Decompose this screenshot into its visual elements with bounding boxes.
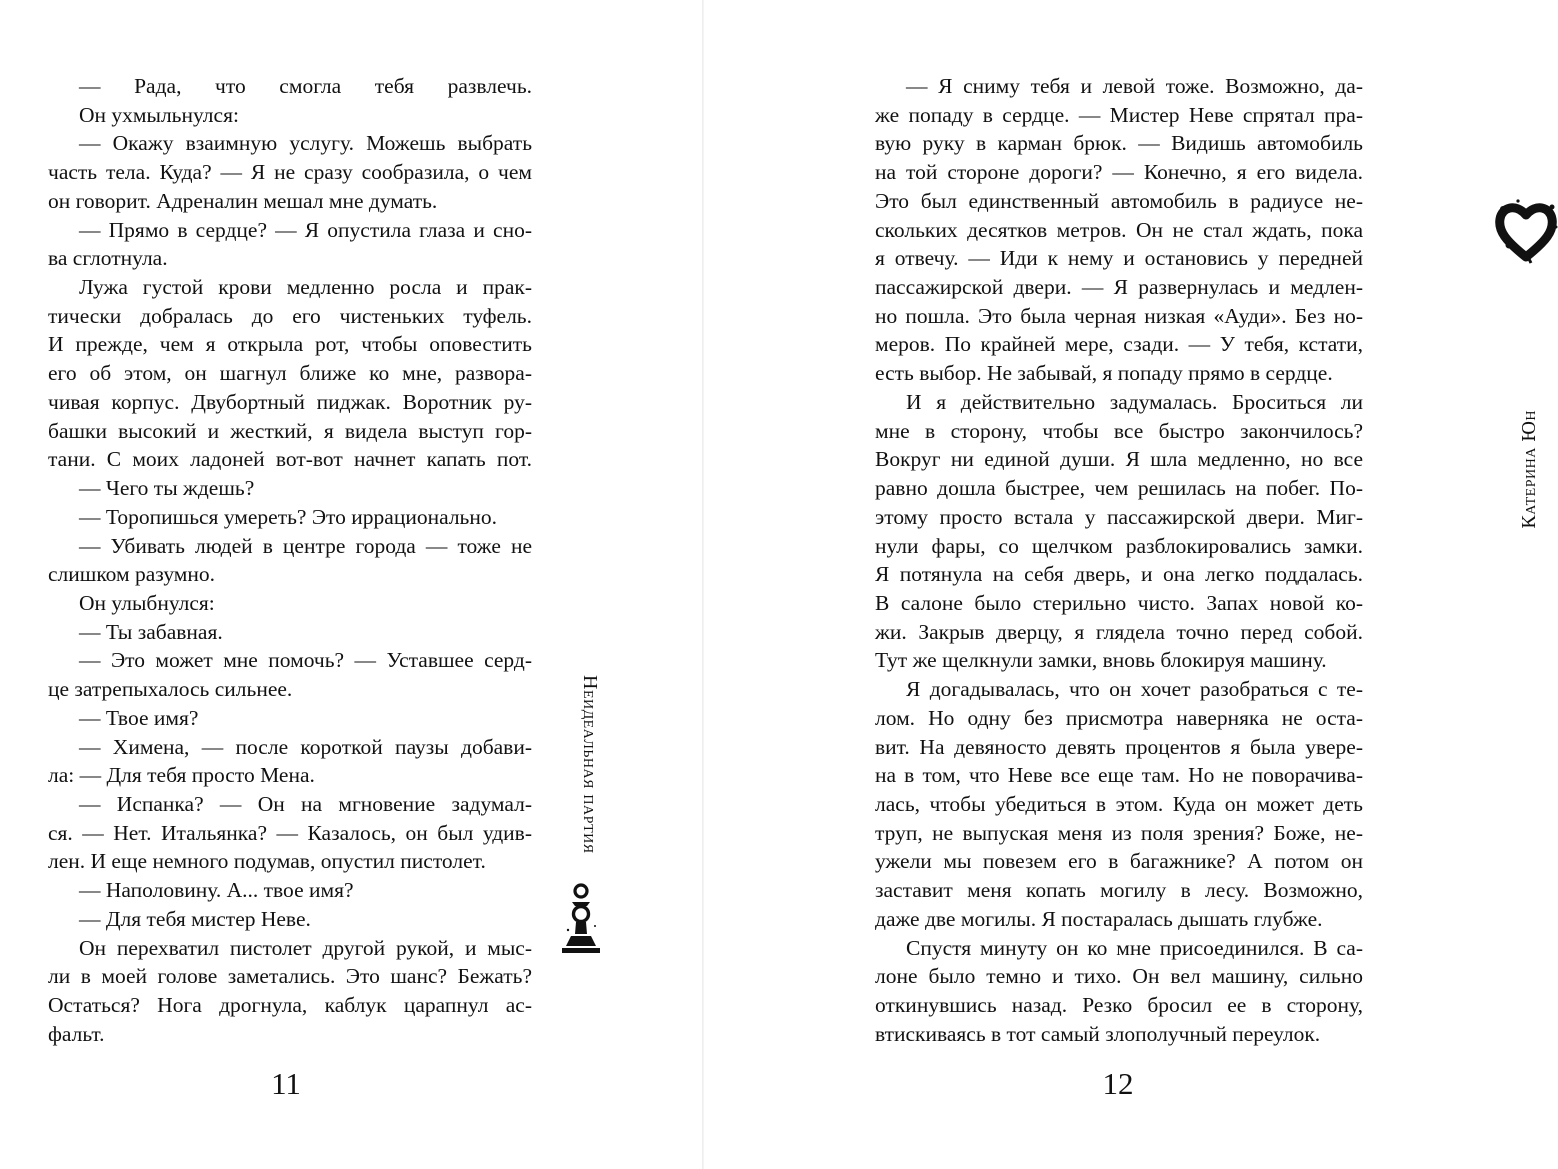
text-line: Я потянула на себя дверь, и она легко поддалась.	[875, 562, 1363, 587]
text-line: скольких десятков метров. Он не стал ждать, пока	[875, 217, 1363, 242]
text-line: — Это может мне помочь? — Уставшее серд-	[79, 648, 532, 673]
text-line: на в том, что Неве все еще там. Но не поворачива-	[875, 763, 1363, 788]
text-line: — Прямо в сердце? — Я опустила глаза и сно-	[79, 217, 532, 242]
text-line: равно дошла быстрее, чем решилась на побег. По-	[875, 476, 1363, 501]
text-line: — Твое имя?	[79, 705, 199, 730]
text-line: Вокруг ни единой души. Я шла медленно, но все	[875, 447, 1363, 472]
text-line: тани. С моих ладоней вот-вот начнет капать пот.	[48, 447, 532, 472]
left-page-text	[48, 72, 532, 1048]
text-line: я отвечу. — Иди к нему и остановись у передней	[875, 246, 1363, 271]
right-page	[704, 0, 1540, 1169]
text-line: ужели мы повезем его в багажнике? А потом он	[875, 849, 1363, 874]
text-line: Остаться? Нога дрогнула, каблук царапнул ас-	[48, 993, 532, 1017]
text-line: — Ты забавная.	[79, 619, 223, 644]
text-line: Лужа густой крови медленно росла и прак-	[79, 275, 532, 300]
text-line: В салоне было стерильно чисто. Запах новой ко-	[875, 590, 1363, 615]
left-page	[0, 0, 702, 1169]
text-line: но пошла. Это была черная низкая «Ауди». Без но-	[875, 303, 1363, 328]
text-line: Он ухмыльнулся:	[79, 102, 239, 127]
text-line: он говорит. Адреналин мешал мне думать.	[48, 188, 438, 213]
text-line: — Для тебя мистер Неве.	[79, 906, 311, 931]
text-line: часть тела. Куда? — Я не сразу сообразила, о чем	[48, 160, 532, 185]
text-line: есть выбор. Не забывай, я попаду прямо в сердце.	[875, 361, 1333, 386]
text-line: ли в моей голове заметались. Это шанс? Бежать?	[48, 964, 532, 989]
text-line: меров. По крайней мере, сзади. — У тебя, кстати,	[875, 332, 1363, 357]
text-line: вую руку в карман брюк. — Видишь автомобиль	[875, 131, 1363, 156]
text-line: — Химена, — после короткой паузы добави-	[79, 734, 532, 759]
text-line: чивая корпус. Двубортный пиджак. Воротник ру-	[48, 389, 532, 414]
text-line: же попаду в сердце. — Мистер Неве спрятал пра-	[875, 102, 1363, 127]
chess-pawn-icon	[560, 882, 602, 954]
text-line: этому просто встала у пассажирской двери. Миг-	[875, 504, 1363, 529]
text-line: вит. На девяносто девять процентов я была увере-	[875, 734, 1363, 759]
text-line: Тут же щелкнули замки, вновь блокируя машину.	[875, 648, 1327, 673]
text-line: ва сглотнула.	[48, 246, 168, 271]
text-line: — Рада, что смогла тебя развлечь.	[79, 74, 532, 98]
text-line: Это был единственный автомобиль в радиусе не-	[875, 188, 1363, 213]
text-line: втискиваясь в тот самый злополучный переулок.	[875, 1021, 1321, 1046]
text-line: лоне было темно и тихо. Он вел машину, сильно	[875, 964, 1363, 989]
text-line: — Торопишься умереть? Это иррационально.	[79, 504, 497, 529]
right-page-text	[875, 72, 1363, 1048]
text-line: труп, не выпуская меня из поля зрения? Боже, не-	[875, 820, 1363, 845]
text-line: лом. Но одну без присмотра наверняка не оста-	[875, 705, 1363, 730]
text-line: башки высокий и жесткий, я видела выступ гор-	[48, 418, 532, 443]
text-line: це затрепыхалось сильнее.	[48, 677, 293, 702]
text-line: его об этом, он шагнул ближе ко мне, развора-	[48, 361, 532, 386]
text-line: откинувшись назад. Резко бросил ее в сторону,	[875, 993, 1363, 1017]
text-line: лась, чтобы убедиться в этом. Куда он может деть	[875, 791, 1363, 816]
text-line: тически добралась до его чистеньких туфель.	[48, 303, 532, 328]
text-line: — Окажу взаимную услугу. Можешь выбрать	[79, 131, 532, 156]
text-line: — Я сниму тебя и левой тоже. Возможно, да-	[906, 74, 1363, 98]
page-number: 12	[1102, 1066, 1134, 1101]
text-line: нули фары, со щелчком разблокировались замки.	[875, 533, 1363, 558]
text-line: ся. — Нет. Итальянка? — Казалось, он был удив-	[48, 820, 532, 845]
text-line: заставит меня копать могилу в лесу. Возможно,	[875, 878, 1363, 903]
text-line: Он улыбнулся:	[79, 590, 215, 615]
text-line: мне в сторону, чтобы все быстро закончилось?	[875, 418, 1363, 443]
text-line: Я догадывалась, что он хочет разобраться с те-	[906, 677, 1363, 702]
text-line: ла: — Для тебя просто Мена.	[48, 763, 315, 788]
text-line: И прежде, чем я открыла рот, чтобы оповестить	[48, 332, 532, 357]
text-line: — Чего ты ждешь?	[79, 476, 255, 501]
heart-icon	[1494, 197, 1558, 265]
text-line: жи. Закрыв дверцу, я глядела точно перед собой.	[875, 619, 1363, 644]
text-line: И я действительно задумалась. Броситься ли	[906, 389, 1363, 414]
text-line: даже две могилы. Я постаралась дышать глубже.	[875, 906, 1323, 931]
text-line: на той стороне дороги? — Конечно, я его видела.	[875, 160, 1363, 185]
running-head-book-title: Неидеальная партия	[579, 675, 601, 854]
text-line: — Испанка? — Он на мгновение задумал-	[79, 791, 532, 816]
text-line: фальт.	[48, 1021, 105, 1046]
text-line: слишком разумно.	[48, 562, 216, 587]
page-number: 11	[271, 1066, 301, 1101]
text-line: лен. И еще немного подумав, опустил пистолет.	[48, 849, 486, 874]
running-head-author: Катерина Юн	[1518, 410, 1540, 529]
text-line: Он перехватил пистолет другой рукой, и мыс-	[79, 935, 532, 960]
text-line: — Наполовину. А... твое имя?	[79, 878, 354, 903]
text-line: — Убивать людей в центре города — тоже не	[79, 533, 532, 558]
text-line: пассажирской двери. — Я развернулась и медлен-	[875, 275, 1363, 300]
text-line: Спустя минуту он ко мне присоединился. В са-	[906, 935, 1363, 960]
